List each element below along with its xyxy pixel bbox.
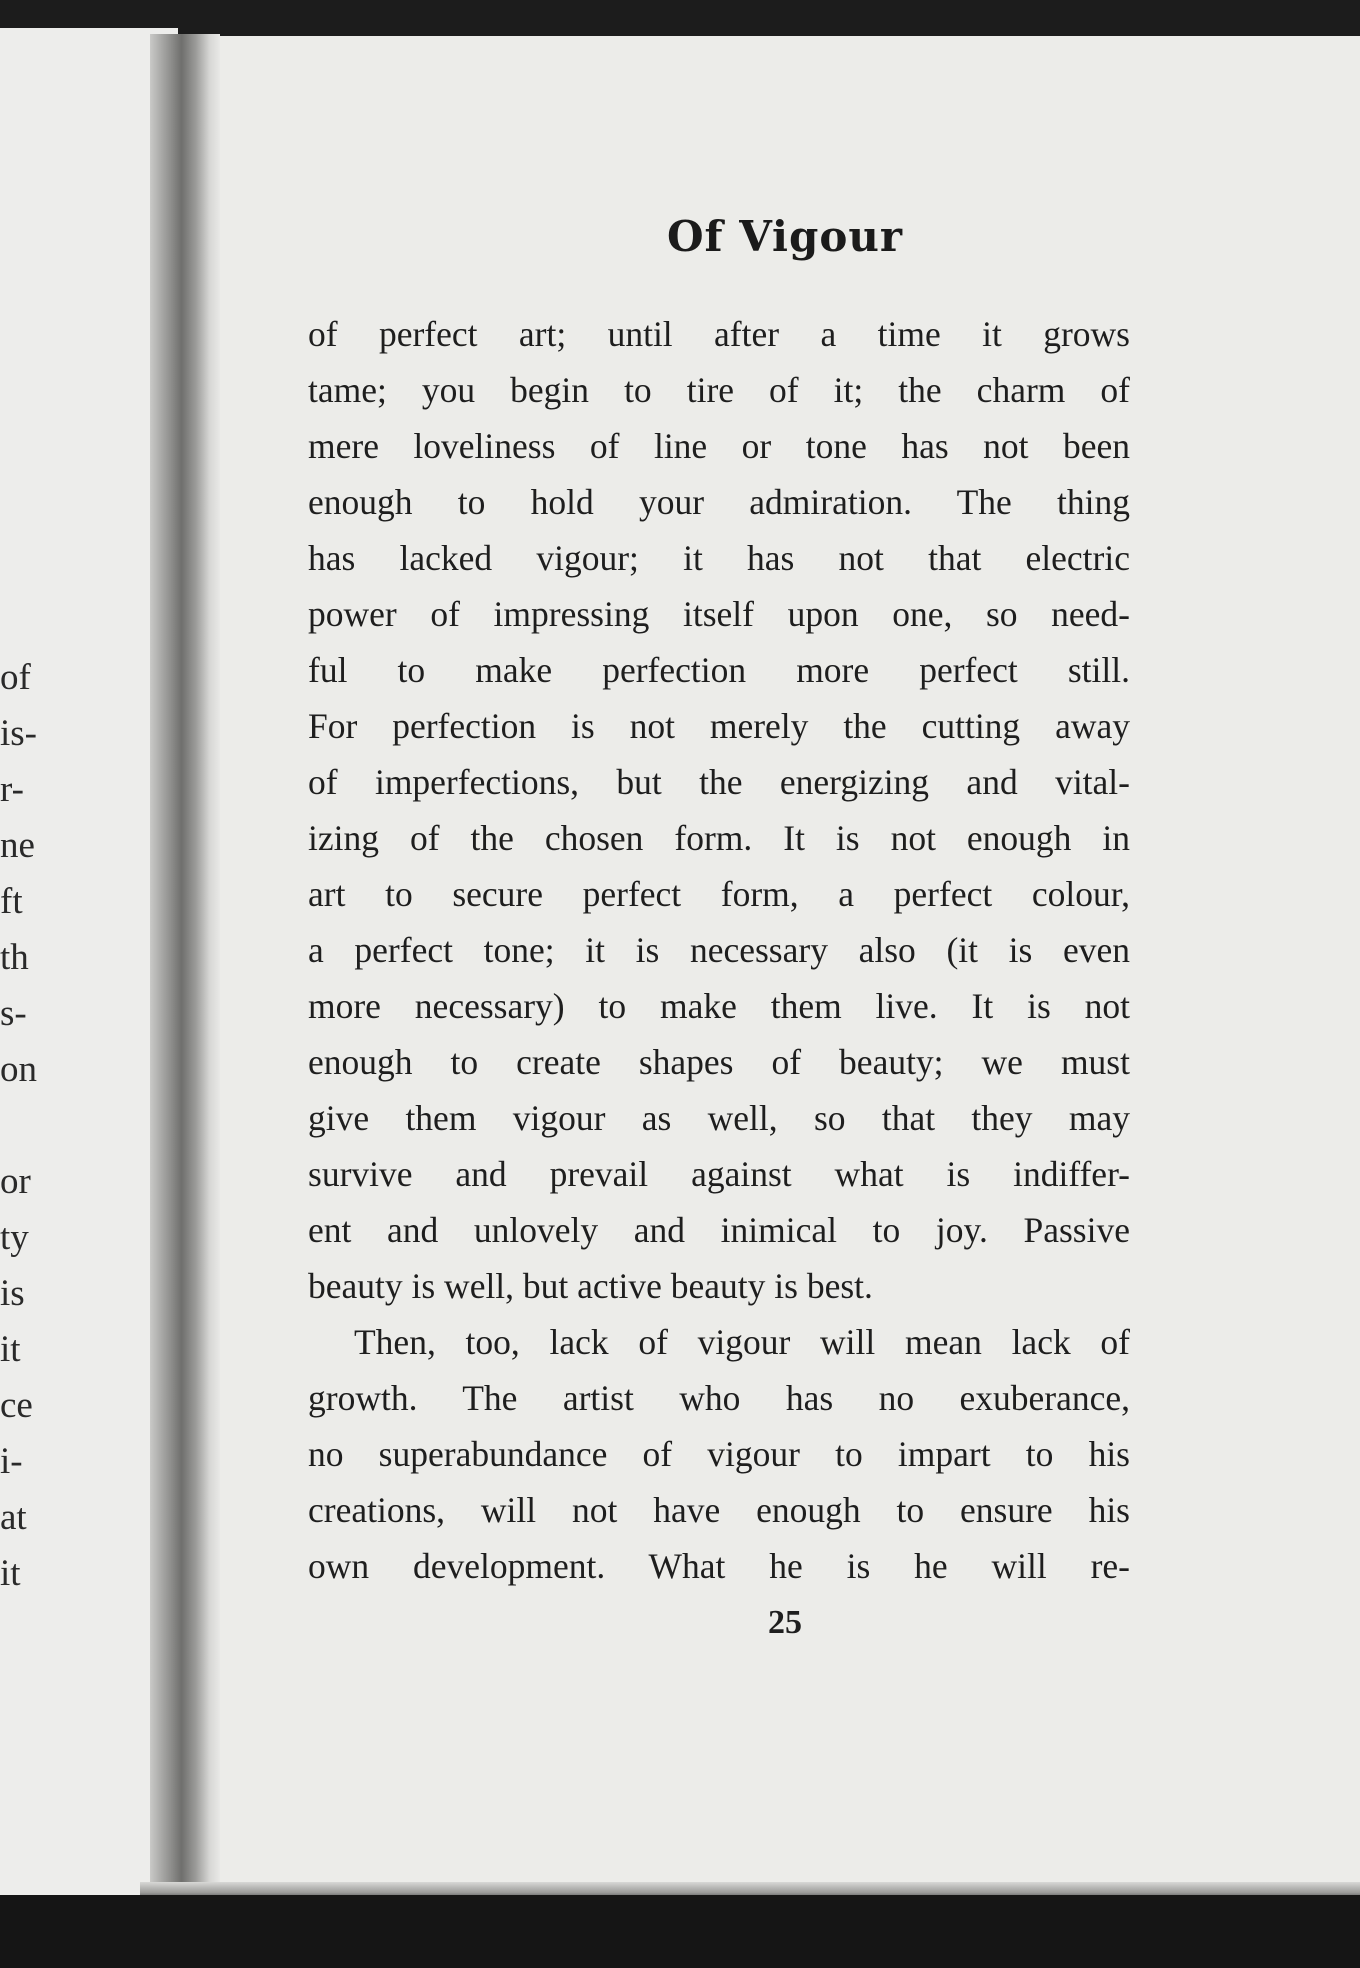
left-fragment: is- [0, 713, 37, 754]
left-fragment: of [0, 657, 31, 698]
text-line: own development. What he is he will re- [308, 1546, 1130, 1586]
page-body-text [308, 306, 1130, 1594]
left-fragment: it [0, 1553, 21, 1594]
text-line: mere loveliness of line or tone has not been [308, 426, 1130, 466]
left-fragment-gap [0, 1098, 37, 1154]
text-line: of imperfections, but the energizing and vital- [308, 762, 1130, 802]
text-line: growth. The artist who has no exuberance, [308, 1378, 1130, 1418]
text-line: art to secure perfect form, a perfect colour, [308, 874, 1130, 914]
text-line: has lacked vigour; it has not that electric [308, 538, 1130, 578]
text-line: tame; you begin to tire of it; the charm of [308, 370, 1130, 410]
running-head: Of Vigour [666, 212, 904, 261]
text-line: give them vigour as well, so that they may [308, 1098, 1130, 1138]
text-line: enough to create shapes of beauty; we must [308, 1042, 1130, 1082]
text-line: izing of the chosen form. It is not enough in [308, 818, 1130, 858]
text-line: survive and prevail against what is indiffer- [308, 1154, 1130, 1194]
text-line: a perfect tone; it is necessary also (it is even [308, 930, 1130, 970]
left-fragment: ne [0, 825, 35, 866]
left-fragment: r- [0, 769, 24, 810]
left-fragment: s- [0, 993, 27, 1034]
left-fragment: th [0, 937, 29, 978]
scan-background-bottom [0, 1895, 1360, 1968]
book-gutter-shadow [150, 34, 220, 1894]
left-fragment: or [0, 1161, 31, 1202]
text-line: power of impressing itself upon one, so need- [308, 594, 1130, 634]
left-fragment: at [0, 1497, 27, 1538]
left-fragment: it [0, 1329, 21, 1370]
text-line: ent and unlovely and inimical to joy. Passive [308, 1210, 1130, 1250]
text-line: For perfection is not merely the cutting away [308, 706, 1130, 746]
text-line: ful to make perfection more perfect still. [308, 650, 1130, 690]
text-line: beauty is well, but active beauty is best. [308, 1266, 873, 1306]
page-number: 25 [768, 1604, 802, 1641]
left-fragment: ce [0, 1385, 33, 1426]
left-fragment: ft [0, 881, 23, 922]
left-fragment: is [0, 1273, 25, 1314]
left-page-text-fragments [0, 650, 37, 1602]
text-line: of perfect art; until after a time it grows [308, 314, 1130, 354]
text-line: creations, will not have enough to ensure his [308, 1490, 1130, 1530]
left-fragment: ty [0, 1217, 29, 1258]
book-page [210, 36, 1360, 1896]
left-fragment: on [0, 1049, 37, 1090]
text-line: Then, too, lack of vigour will mean lack of [354, 1322, 1130, 1362]
text-line: more necessary) to make them live. It is not [308, 986, 1130, 1026]
left-fragment: i- [0, 1441, 23, 1482]
text-line: enough to hold your admiration. The thing [308, 482, 1130, 522]
text-line: no superabundance of vigour to impart to his [308, 1434, 1130, 1474]
